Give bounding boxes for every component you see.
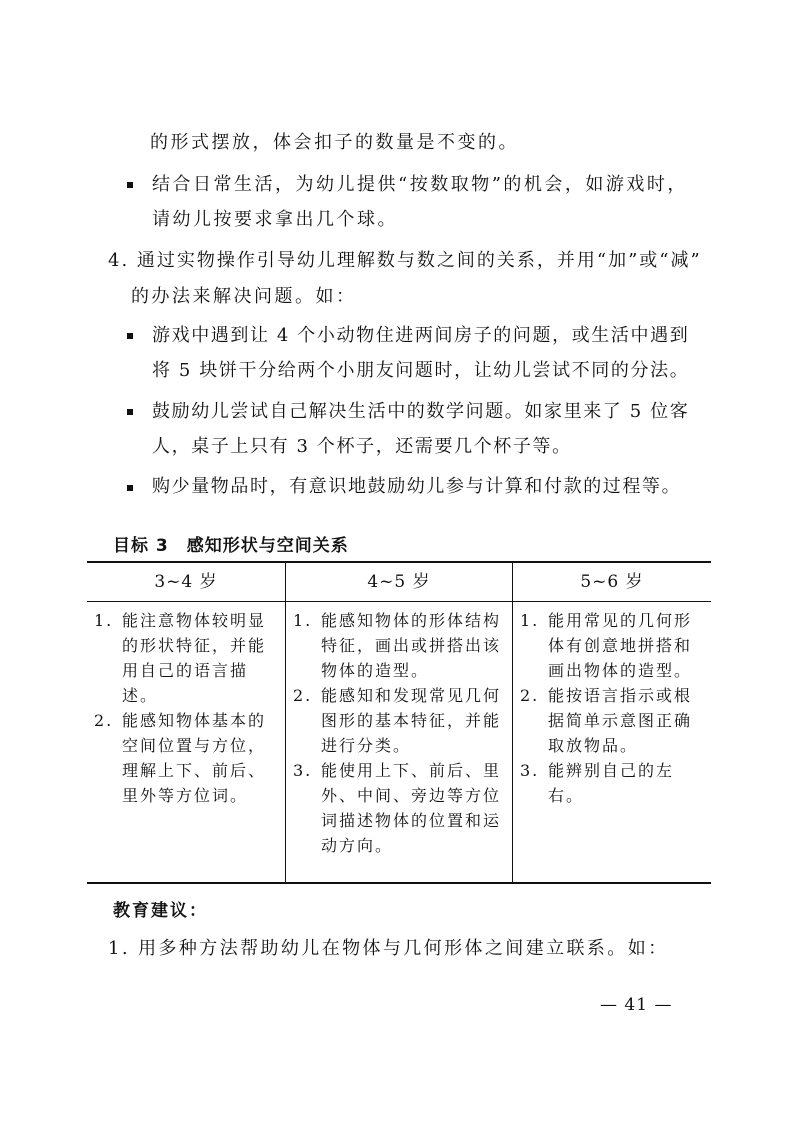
body-line: 人，桌子上只有 3 个杯子，还需要几个杯子等。 <box>152 436 572 457</box>
list-item: 1. 能用常见的几何形体有创意地拼搭和画出物体的造型。 <box>520 611 693 680</box>
table-divider <box>285 562 286 883</box>
table-header-rule <box>87 601 711 602</box>
education-heading: 教育建议： <box>113 901 208 921</box>
bullet-icon <box>127 485 133 491</box>
body-line: 结合日常生活，为幼儿提供“按数取物”的机会，如游戏时， <box>152 174 688 195</box>
table-bottom-rule <box>87 882 711 884</box>
table-cell-3-4 <box>94 608 280 808</box>
body-line: 游戏中遇到让 4 个小动物住进两间房子的问题，或生活中遇到 <box>152 325 690 346</box>
list-item: 1. 能感知物体的形体结构特征，画出或拼搭出该物体的造型。 <box>293 611 502 680</box>
goal-heading: 目标 3 感知形状与空间关系 <box>113 536 349 556</box>
body-line: 的形式摆放，体会扣子的数量是不变的。 <box>150 132 519 153</box>
table-cell-5-6 <box>520 608 706 808</box>
list-item: 3. 能使用上下、前后、里外、中间、旁边等方位词描述物体的位置和运动方向。 <box>293 761 502 855</box>
numbered-item: 4. 通过实物操作引导幼儿理解数与数之间的关系，并用“加”或“减” <box>108 250 702 271</box>
numbered-item: 1. 用多种方法帮助幼儿在物体与几何形体之间建立联系。如： <box>108 938 669 959</box>
bullet-icon <box>127 333 133 339</box>
bullet-icon <box>127 409 133 415</box>
body-line: 购少量物品时，有意识地鼓励幼儿参与计算和付款的过程等。 <box>152 476 682 497</box>
body-line: 的办法来解决问题。如： <box>131 286 357 307</box>
body-line: 请幼儿按要求拿出几个球。 <box>152 209 398 230</box>
list-item: 2. 能感知物体基本的空间位置与方位，理解上下、前后、里外等方位词。 <box>94 711 267 805</box>
table-header-3-4: 3~4 岁 <box>154 572 218 592</box>
body-line: 鼓励幼儿尝试自己解决生活中的数学问题。如家里来了 5 位客 <box>152 401 690 422</box>
list-item: 3. 能辨别自己的左右。 <box>520 761 675 805</box>
table-top-rule <box>87 561 711 563</box>
list-item: 1. 能注意物体较明显的形状特征，并能用自己的语言描述。 <box>94 611 267 705</box>
table-header-5-6: 5~6 岁 <box>580 572 644 592</box>
bullet-icon <box>127 182 133 188</box>
list-item: 2. 能按语言指示或根据简单示意图正确取放物品。 <box>520 686 693 755</box>
body-line: 将 5 块饼干分给两个小朋友问题时，让幼儿尝试不同的分法。 <box>152 360 690 381</box>
list-item: 2. 能感知和发现常见几何图形的基本特征，并能进行分类。 <box>293 686 502 755</box>
page-number: — 41 — <box>600 995 673 1015</box>
table-header-4-5: 4~5 岁 <box>367 572 431 592</box>
table-divider <box>512 562 513 883</box>
table-cell-4-5 <box>293 608 508 858</box>
